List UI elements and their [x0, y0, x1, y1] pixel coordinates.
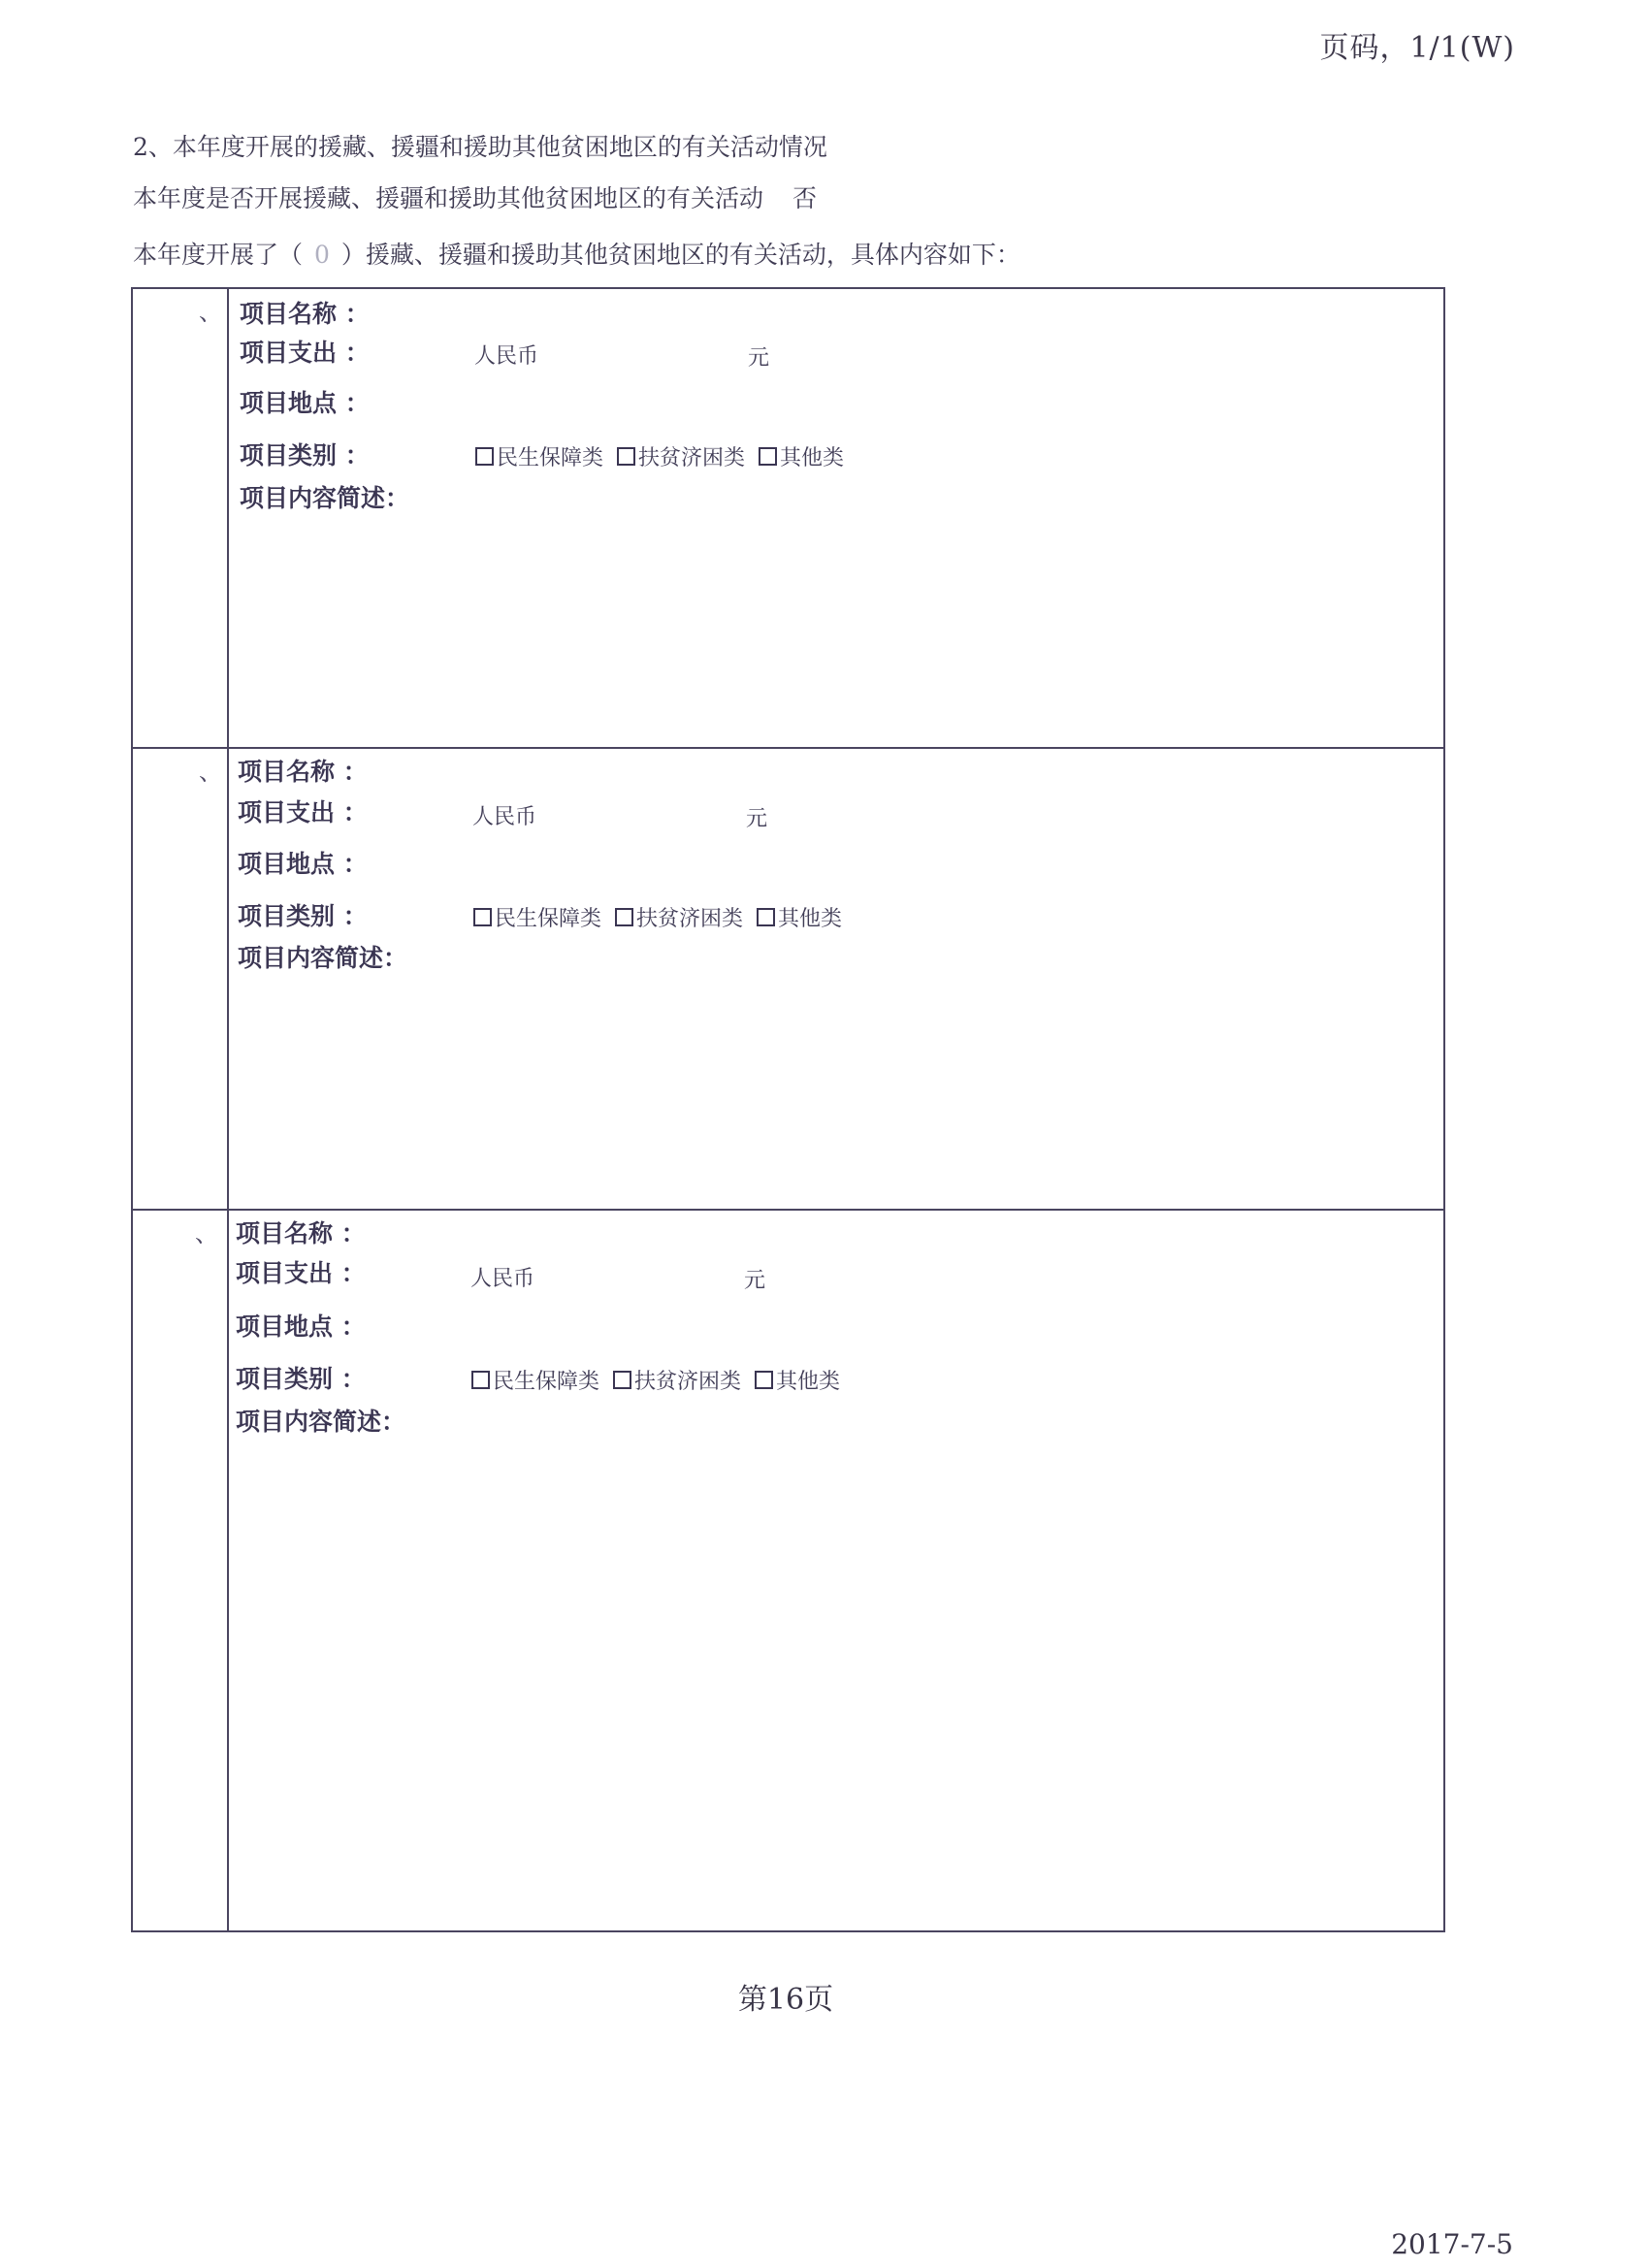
project-expense-label: 项目支出 ： [236, 1259, 366, 1287]
count-value: 0 [314, 241, 330, 269]
section-title: 2、本年度开展的援藏、援疆和援助其他贫困地区的有关活动情况 [133, 133, 827, 161]
project-category-label: 项目类别 ： [240, 441, 370, 470]
activity-question [133, 179, 817, 214]
project-name-label: 项目名称 ： [238, 758, 368, 786]
project-expense-unit: 元 [748, 346, 770, 371]
project-location-label: 项目地点 ： [240, 389, 370, 417]
project-category-options [471, 1365, 854, 1395]
page-code: 页码，1/1(W) [1319, 31, 1515, 65]
project-category-options [475, 441, 857, 471]
project-expense-label: 项目支出 ： [238, 798, 368, 826]
category-option-other[interactable]: 其他类 [759, 441, 844, 471]
project-name-label: 项目名称 ： [240, 300, 370, 328]
category-option-livelihood[interactable]: 民生保障类 [471, 1365, 599, 1395]
footer-page-number: 第16页 [737, 1983, 834, 2017]
table-row-divider [133, 1209, 1443, 1211]
project-summary-label: 项目内容简述： [238, 944, 408, 972]
question-answer: 否 [792, 184, 818, 212]
category-option-other[interactable]: 其他类 [755, 1365, 840, 1395]
category-option-poverty-relief[interactable]: 扶贫济困类 [615, 902, 743, 932]
checkbox-icon[interactable] [471, 1371, 490, 1389]
count-prefix: 本年度开展了（ [133, 241, 304, 269]
checkbox-icon[interactable] [613, 1371, 631, 1389]
project-seq-mark: 、 [195, 1220, 218, 1247]
project-category-options [473, 902, 856, 932]
checkbox-icon[interactable] [759, 447, 777, 466]
project-name-label: 项目名称 ： [236, 1219, 366, 1247]
category-option-other[interactable]: 其他类 [757, 902, 842, 932]
question-text: 本年度是否开展援藏、援疆和援助其他贫困地区的有关活动 [133, 184, 764, 212]
table-row-divider [133, 747, 1443, 749]
checkbox-icon[interactable] [757, 908, 775, 926]
project-expense-currency: 人民币 [470, 1267, 535, 1291]
category-option-poverty-relief[interactable]: 扶贫济困类 [617, 441, 745, 471]
project-expense-currency: 人民币 [472, 805, 537, 829]
category-option-livelihood[interactable]: 民生保障类 [473, 902, 601, 932]
checkbox-icon[interactable] [473, 908, 492, 926]
checkbox-icon[interactable] [617, 447, 635, 466]
project-seq-mark: 、 [199, 759, 222, 786]
category-option-livelihood[interactable]: 民生保障类 [475, 441, 603, 471]
category-option-poverty-relief[interactable]: 扶贫济困类 [613, 1365, 741, 1395]
table-column-divider [227, 289, 229, 1930]
project-category-label: 项目类别 ： [236, 1365, 366, 1393]
project-location-label: 项目地点 ： [238, 850, 368, 878]
project-table [131, 287, 1445, 1932]
count-suffix: ）援藏、援疆和援助其他贫困地区的有关活动，具体内容如下： [340, 241, 1020, 269]
project-summary-label: 项目内容简述： [240, 484, 410, 512]
checkbox-icon[interactable] [755, 1371, 773, 1389]
activity-count-line [133, 236, 1020, 271]
project-seq-mark: 、 [199, 299, 222, 326]
project-location-label: 项目地点 ： [236, 1312, 366, 1341]
project-category-label: 项目类别 ： [238, 902, 368, 930]
project-expense-currency: 人民币 [474, 344, 539, 369]
project-expense-label: 项目支出 ： [240, 339, 370, 367]
checkbox-icon[interactable] [475, 447, 494, 466]
footer-date: 2017-7-5 [1391, 2228, 1513, 2260]
project-expense-unit: 元 [744, 1269, 766, 1293]
project-expense-unit: 元 [746, 807, 768, 831]
checkbox-icon[interactable] [615, 908, 633, 926]
project-summary-label: 项目内容简述： [236, 1408, 406, 1436]
